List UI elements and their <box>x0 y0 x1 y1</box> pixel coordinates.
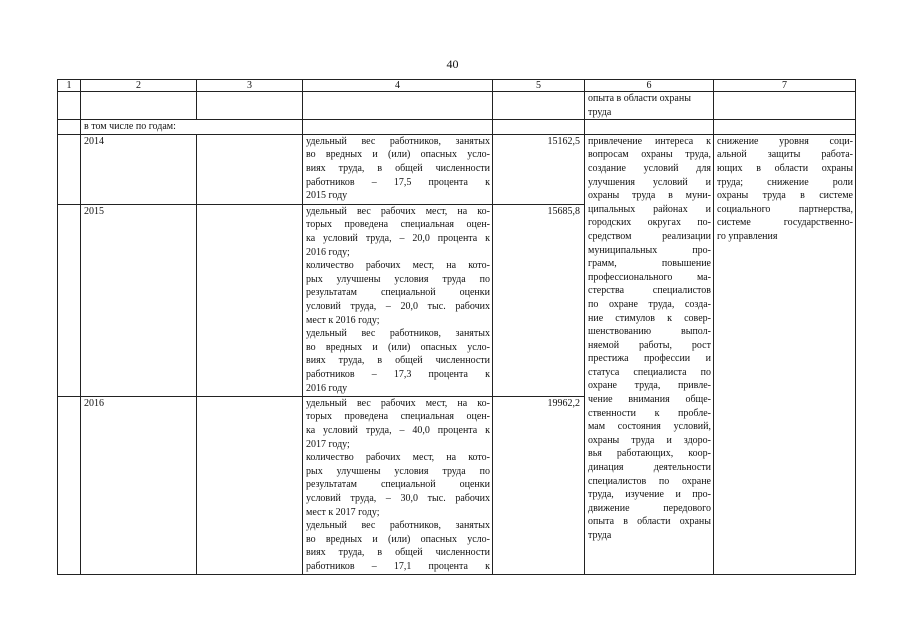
column-number-row <box>58 80 856 92</box>
text-line: движение передового <box>588 502 711 514</box>
funding-value: 19962,2 <box>493 396 585 574</box>
indicator-cell: удельный вес работников, занятых во вредных и (или) опасных усло- виях труда, в общей численности работников – 17,5 процента к 2015 году <box>303 134 493 204</box>
text-line: снижение уровня соци- <box>717 135 853 147</box>
text-line: няемой работы, рост <box>588 339 711 351</box>
text-line: ственности к пробле- <box>588 407 711 419</box>
indicator-cell: удельный вес рабочих мест, на ко- торых проведена специальная оцен- ка условий труда, – 20,0 процента к 2016 году; количество рабочих мест, на кото- рых улучшены условия труда по результатам специальной оценки условий труда, – 20,0 тыс. рабочих мест к 2016 году; удельный вес работников, занятых во вредных и (или) опасных усло- виях труда, в общей численности работников – 17,3 процента к 2016 году <box>303 204 493 396</box>
subheading-row <box>58 120 856 135</box>
merged-results-cell <box>585 134 714 574</box>
text-line: мам состояния условий, <box>588 421 711 433</box>
program-table <box>57 79 856 575</box>
col-number-7: 7 <box>714 80 856 92</box>
col-number-3: 3 <box>197 80 303 92</box>
col-number-5: 5 <box>493 80 585 92</box>
col-number-4: 4 <box>303 80 493 92</box>
text-line: го управления <box>717 230 778 242</box>
text-line: грамм, повышение <box>588 258 711 270</box>
text-line: муниципальных про- <box>588 244 711 256</box>
funding-value: 15162,5 <box>493 134 585 204</box>
text-line: стерства специалистов <box>588 285 711 297</box>
indicator-cell: удельный вес рабочих мест, на ко- торых проведена специальная оцен- ка условий труда, – 40,0 процента к 2017 году; количество рабочих мест, на кото- рых улучшены условия труда по результатам специальной оценки условий труда, – 30,0 тыс. рабочих мест к 2017 году; удельный вес работников, занятых во вредных и (или) опасных усло- виях труда, в общей численности работников – 17,1 процента к <box>303 396 493 574</box>
text-line: средством реализации <box>588 230 711 242</box>
text-line: охраны труда и здоро- <box>588 434 711 446</box>
continuation-row <box>58 92 856 120</box>
text-line: динация деятельности <box>588 462 711 474</box>
col-number-2: 2 <box>81 80 197 92</box>
year-cell: 2016 <box>81 396 197 574</box>
subheading-label: в том числе по годам: <box>81 120 303 135</box>
text-line: труда; снижение роли <box>717 176 853 188</box>
text-line: чение внимания обще- <box>588 394 711 406</box>
funding-value: 15685,8 <box>493 204 585 396</box>
table-row-2014 <box>58 134 856 204</box>
text-line: создание условий для <box>588 162 711 174</box>
text-line: труда <box>588 530 612 541</box>
year-cell: 2014 <box>81 134 197 204</box>
text-line: ющих в области охраны <box>717 162 853 174</box>
col-number-1: 1 <box>58 80 81 92</box>
merged-risks-cell <box>714 134 856 574</box>
year-cell: 2015 <box>81 204 197 396</box>
text-line: вопросам охраны труда, <box>588 149 711 161</box>
text-line: ципальных районах и <box>588 203 711 215</box>
text-line: по охране труда, созда- <box>588 298 711 310</box>
text-line: улучшения условий и <box>588 176 711 188</box>
text-line: статуса специалиста по <box>588 366 711 378</box>
text-line: опыта в области охраны <box>588 516 711 528</box>
text-line: альной защиты работа- <box>717 149 853 161</box>
text-line: системе государственно- <box>717 217 853 229</box>
text-line: охраны труда в системе <box>717 190 853 202</box>
text-line: городских округах по- <box>588 217 711 229</box>
text-line: охраны труда в муни- <box>588 190 711 202</box>
text-line: охране труда, привле- <box>588 380 711 392</box>
text-line: шенствованию выпол- <box>588 326 711 338</box>
text-line: профессионального ма- <box>588 271 711 283</box>
text-line: ние стимулов к совер- <box>588 312 711 324</box>
text-line: привлечение интереса к <box>588 135 711 147</box>
continuation-cell-col6: опыта в области охраны труда <box>585 92 714 120</box>
text-line: труда, изучение и про- <box>588 489 711 501</box>
text-line: специалистов по охране <box>588 475 711 487</box>
text-line: вья работающих, коор- <box>588 448 711 460</box>
col-number-6: 6 <box>585 80 714 92</box>
page-number: 40 <box>446 57 459 71</box>
text-line: престижа профессии и <box>588 353 711 365</box>
text-line: социального партнерства, <box>717 203 853 215</box>
